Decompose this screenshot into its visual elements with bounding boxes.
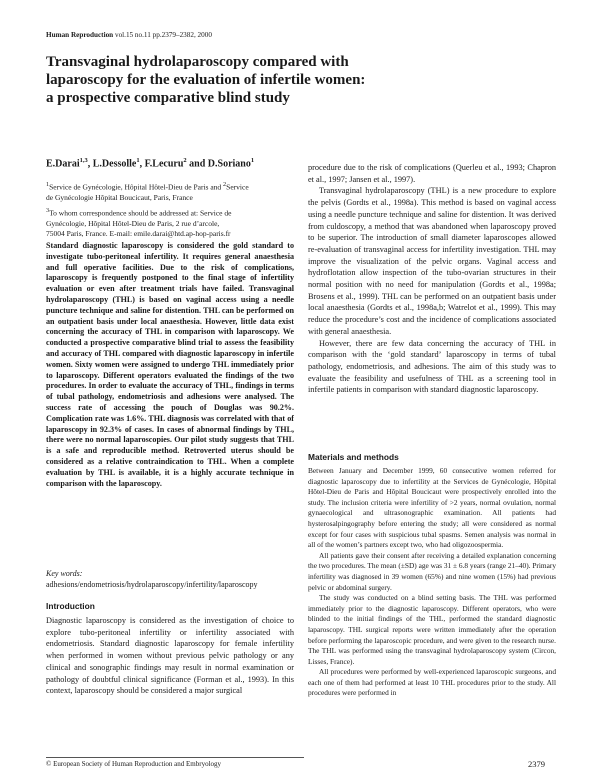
paragraph: The study was conducted on a blind setting basis. The THL was performed immediately prior to the diagnostic laparoscopy. Different operators, who were blinded to the initial findings of the THL, performed the standard diagnostic laparoscopy. THL surgical reports were written immediately after the operation before performing the laparoscopic procedure, and were given to the research nurse. The THL was performed using the transvaginal hydrolaparoscopy system (Circon, Lisses, France).	[308, 593, 556, 666]
paper-title	[46, 53, 466, 107]
paragraph: procedure due to the risk of complications (Querleu et al., 1993; Chapron et al., 1997; Jansen et al., 1997).	[308, 163, 556, 184]
paragraph: All patients gave their consent after receiving a detailed explanation concerning the two procedures. The mean (±SD) age was 31 ± 6.8 years (range 21–40). Primary infertility was diagnosed in 39 women (65%) and nine women (15%) had previous pelvic or abdominal surgery.	[308, 550, 556, 592]
affiliation-text: Service	[226, 182, 249, 192]
right-column-intro	[308, 162, 556, 396]
author-superscript: 1	[250, 157, 255, 164]
correspondence-line: 75004 Paris, France. E-mail: emile.darai@htd.ap-hop-paris.fr	[46, 228, 231, 238]
paragraph: Between January and December 1999, 60 consecutive women referred for diagnostic laparoscopy due to infertility at the Services de Gynécologie, Hôpital Hôtel-Dieu de Paris and Hôpital Boucicaut were prospectively enrolled into the study. The inclusion criteria were infertility of >2 years, normal ovulation, normal gynaecological and ultrasonographic examination. All patients had hysterosalpingography before entering the study; all were considered as normal except for four cases with suspicious tubal spasms. Semen analysis was normal in all of the women’s partners except two, who had oligozoospermia.	[308, 466, 556, 550]
affiliation-superscript: 1	[46, 181, 50, 188]
journal-citation: vol.15 no.11 pp.2379–2382, 2000	[114, 31, 212, 39]
correspondence-superscript: 3	[46, 207, 50, 214]
journal-header	[46, 31, 212, 39]
author-separator: ,	[139, 158, 145, 170]
author-name: F.Lecuru	[144, 158, 184, 170]
author-superscript: 2	[183, 157, 187, 164]
author-name: D.Soriano	[207, 158, 251, 170]
correspondence-text: To whom correspondence should be addressed at: Service de	[49, 208, 232, 218]
affiliation-line	[46, 180, 296, 193]
affiliation-block	[46, 180, 296, 203]
keywords	[46, 569, 294, 590]
keywords-text: adhesions/endometriosis/hydrolaparoscopy/infertility/laparoscopy	[46, 579, 258, 589]
paragraph: Transvaginal hydrolaparoscopy (THL) is a new procedure to explore the pelvis (Gordts et al., 1998a). This method is based on vaginal access using a needle puncture technique and saline for distention. It was derived from culdoscopy, a method that was abandoned when laparoscopy proved to be superior. The introduction of small diameter laparoscopes allowed re-evaluation of transvaginal access for infertility investigation. THL may improve the visualization of the pelvic organs. Vaginal access and hydroflotation allow inspection of the tubo-ovarian structures in their normal position with no need for manipulation (Gordts et al., 1998a; Brosens et al., 1999). THL can be performed on an outpatient basis under local anaesthesia (Gordts et al., 1998a,b; Watrelot et al., 1999). This may reduce the procedure’s cost and the incidence of complications associated with general anaesthesia.	[308, 186, 556, 336]
footer-rule	[46, 757, 304, 758]
title-line-2: laparoscopy for the evaluation of infertile women:	[46, 72, 366, 88]
affiliation-line: de Gynécologie Hôpital Boucicaut, Paris, France	[46, 192, 193, 202]
affiliation-superscript: 2	[223, 181, 227, 188]
correspondence-line: Gynécologie, Hôpital Hôtel-Dieu de Paris, 2 rue d’arcole,	[46, 218, 220, 228]
paragraph: However, there are few data concerning the accuracy of THL in comparison with the ‘gold standard’ laparoscopy in terms of tubal pathology, endometriosis, and adhesions. The aim of this study was to evaluate the feasibility and usefulness of THL as a screening tool in infertile patients in comparison with standard diagnostic laparoscopy.	[308, 338, 556, 395]
author-list	[46, 157, 254, 169]
keywords-label: Key words:	[46, 569, 83, 578]
title-line-3: a prospective comparative blind study	[46, 90, 290, 106]
copyright-footer: © European Society of Human Reproduction and Embryology	[46, 760, 222, 768]
author-separator: ,	[87, 158, 93, 170]
author-name: L.Dessolle	[92, 158, 137, 170]
paragraph: Diagnostic laparoscopy is considered as the investigation of choice to explore tubo-peritoneal infertility or infertility associated with endometriosis. Standard diagnostic laparoscopy for female infertility when performed in women without previous pelvic pathology or any clinical and sonographic findings may result in normal examination or pathology of doubtful clinical significance (Forman et al., 1993). In this context, laparoscopy should be considered a major surgical	[46, 616, 294, 696]
correspondence-block	[46, 206, 296, 239]
page-number: 2379	[528, 759, 545, 769]
title-line-1: Transvaginal hydrolaparoscopy compared with	[46, 54, 349, 70]
author-separator: and	[186, 158, 208, 170]
author-name: E.Darai	[46, 158, 80, 170]
author-superscript: 1,3	[79, 157, 88, 164]
methods-heading: Materials and methods	[308, 452, 399, 462]
author-superscript: 1	[136, 157, 140, 164]
introduction-heading: Introduction	[46, 601, 95, 611]
paragraph: All procedures were performed by well-experienced laparoscopic surgeons, and each one of them had performed at least 10 THL procedures prior to the study. All procedures were performed in	[308, 667, 556, 698]
correspondence-line	[46, 206, 296, 219]
introduction-body	[46, 615, 294, 697]
methods-body	[308, 466, 556, 699]
journal-name: Human Reproduction	[46, 31, 114, 39]
abstract: Standard diagnostic laparoscopy is considered the gold standard to investigate tubo-peritoneal infertility. It requires general anaesthesia and full operative facilities. Due to the risk of complications, laparoscopy is frequently postponed to the final stage of infertility evaluation or even after treatment trials have failed. Transvaginal hydrolaparoscopy (THL) is based on vaginal access using a needle puncture technique and saline for distention. THL can be performed on an outpatient basis under local anaesthesia. However, little data exist concerning the accuracy of THL in comparison with laparoscopy. We conducted a prospective comparative blind trial to assess the feasibility and accuracy of THL compared with diagnostic laparoscopy in infertile women. Sixty women were assigned to undergo THL immediately prior to laparoscopy. Different operators evaluated the findings of the two procedures. In order to evaluate the accuracy of THL, findings in terms of tubal pathology, endometriosis and adhesions were analysed. The success rate of accessing the pouch of Douglas was 90.2%. Complication rate was 1.6%. THL diagnosis was correlated with that of laparoscopy in 92.3% of cases. In cases of abnormal findings by THL, there were no normal laparoscopies. Our pilot study suggests that THL is a safe and reproducible method. Retroverted uterus should be considered as a relative contraindication to THL. When a complete evaluation by THL is available, it is a highly accurate technique in comparison with the laparoscopy.	[46, 241, 294, 488]
affiliation-text: Service de Gynécologie, Hôpital Hôtel-Dieu de Paris and	[49, 182, 224, 192]
